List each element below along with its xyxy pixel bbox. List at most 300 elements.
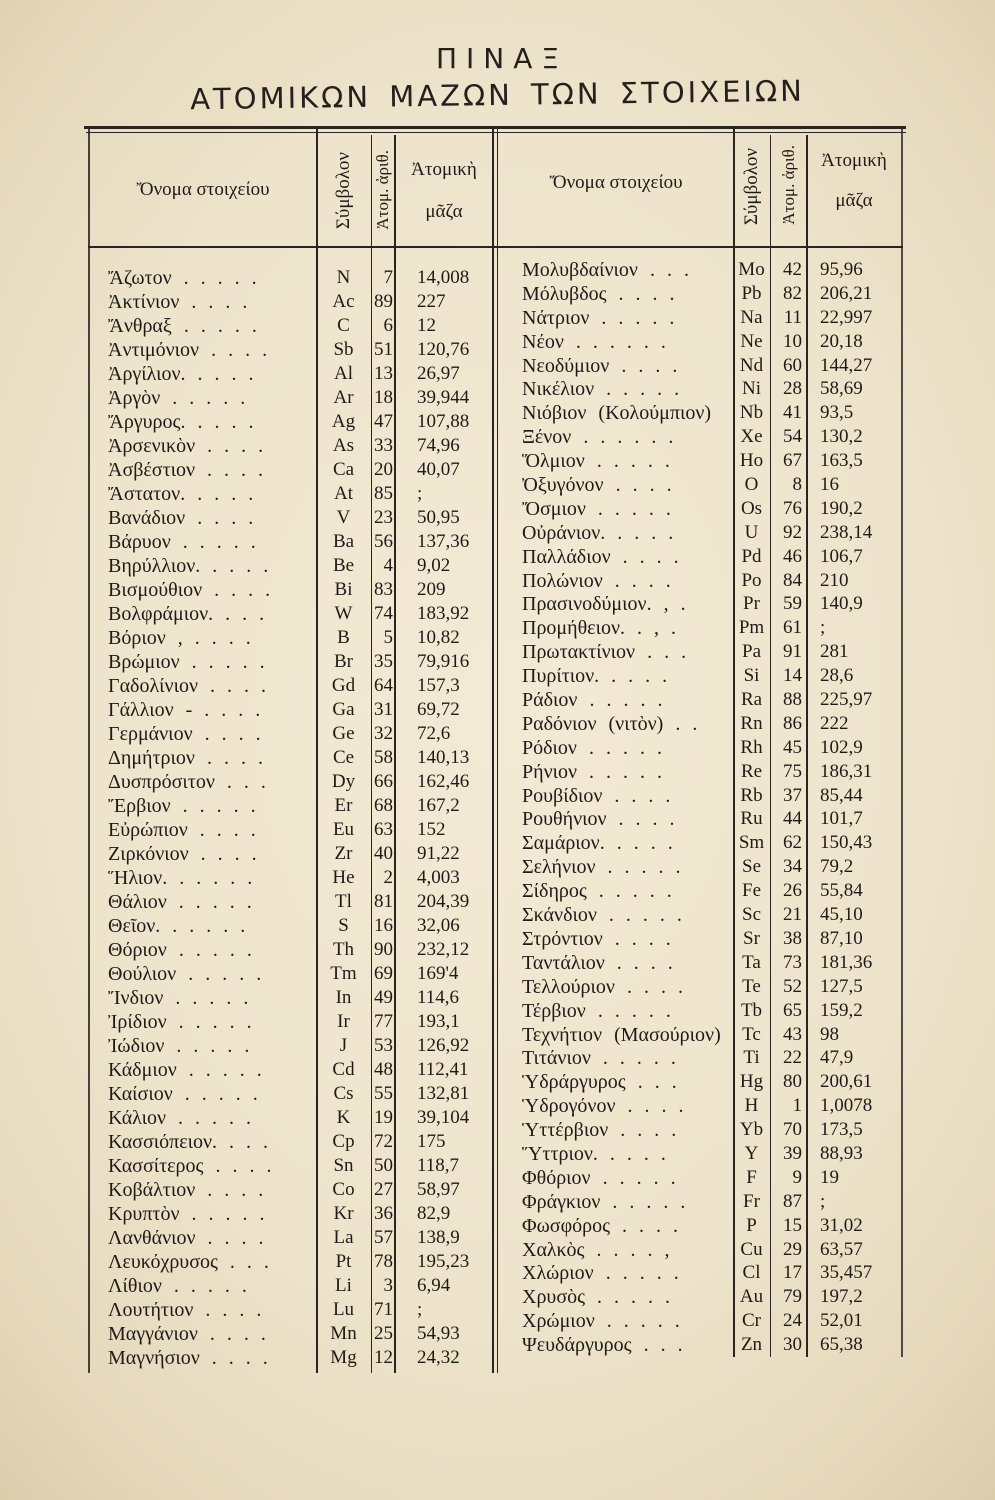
element-symbol: Ru: [740, 808, 763, 830]
element-row: [88, 746, 498, 770]
element-symbol: K: [336, 1107, 351, 1128]
element-atomic-number: 87: [783, 1190, 802, 1212]
element-row: [88, 362, 498, 386]
element-atomic-number: 37: [783, 784, 802, 806]
element-row: [498, 688, 903, 712]
element-name: Πολώνιον . . . .: [522, 569, 671, 592]
element-symbol: Ta: [742, 951, 761, 973]
element-atomic-mass: 102,9: [820, 736, 863, 758]
element-symbol: Cl: [742, 1262, 761, 1284]
element-atomic-mass: 10,82: [417, 627, 460, 648]
element-atomic-number: 81: [374, 891, 393, 912]
element-atomic-mass: ;: [417, 1299, 423, 1320]
element-row: [88, 1250, 498, 1274]
element-symbol: Zr: [334, 843, 353, 864]
element-name: Φράγκιον . . . . .: [522, 1190, 686, 1213]
element-row: [88, 1346, 498, 1370]
element-atomic-mass: 39,104: [417, 1107, 470, 1128]
element-name: Δυσπρόσιτον . . .: [108, 771, 266, 793]
element-name: Χρώμιον . . . . .: [522, 1310, 680, 1333]
element-atomic-mass: 69,72: [417, 699, 460, 720]
element-atomic-number: 57: [374, 1227, 393, 1248]
element-symbol: Ir: [337, 1011, 350, 1032]
element-name: Θεῖον. . . . . .: [108, 915, 246, 937]
element-row: [498, 784, 903, 808]
element-atomic-number: 63: [374, 819, 393, 840]
element-symbol: Zn: [740, 1334, 763, 1356]
element-atomic-number: 19: [374, 1107, 393, 1128]
element-row: [498, 879, 903, 903]
element-name: Σίδηρος . . . . .: [522, 880, 672, 903]
element-name: Ράδιον . . . . .: [522, 689, 663, 712]
element-name: Ἰρίδιον . . . . .: [108, 1011, 252, 1033]
element-name: Ἔρβιον . . . . .: [108, 795, 256, 817]
element-symbol: Na: [740, 306, 763, 328]
element-atomic-number: 77: [374, 1011, 393, 1032]
element-symbol: Cs: [333, 1083, 354, 1104]
element-row: [88, 386, 498, 410]
element-row: [498, 545, 903, 569]
element-name: Σκάνδιον . . . . .: [522, 904, 682, 927]
element-row: [88, 506, 498, 530]
element-row: [498, 1070, 903, 1094]
element-symbol: Sc: [742, 904, 761, 926]
element-row: [88, 650, 498, 674]
element-name: Ἄνθραξ . . . . .: [108, 315, 257, 337]
element-row: [88, 842, 498, 866]
element-symbol: Al: [334, 363, 353, 384]
table-header-rule: [88, 246, 903, 248]
element-atomic-number: 84: [783, 569, 802, 591]
element-name: Κάδμιον . . . . .: [108, 1059, 262, 1081]
element-atomic-mass: 58,97: [417, 1179, 460, 1200]
element-atomic-number: 42: [783, 259, 802, 280]
element-symbol: C: [337, 315, 350, 336]
element-atomic-number: 44: [783, 808, 802, 830]
element-atomic-mass: 206,21: [820, 282, 873, 304]
element-atomic-number: 50: [374, 1155, 393, 1176]
element-atomic-number: 15: [783, 1214, 802, 1236]
element-atomic-mass: 175: [417, 1131, 446, 1152]
element-atomic-mass: 79,2: [820, 856, 854, 878]
element-atomic-mass: 107,88: [417, 411, 470, 432]
element-row: [88, 698, 498, 722]
element-symbol: Cr: [742, 1310, 761, 1332]
element-name: Θόριον . . . . .: [108, 939, 252, 961]
element-symbol: Ho: [739, 450, 764, 472]
element-symbol: Mg: [330, 1347, 357, 1368]
element-name: Σελήνιον . . . . .: [522, 856, 681, 879]
element-atomic-number: 58: [374, 747, 393, 768]
element-name: Προμήθειον. . , .: [522, 617, 677, 640]
element-row: [88, 626, 498, 650]
element-atomic-mass: 204,39: [417, 891, 470, 912]
element-atomic-number: 74: [374, 603, 393, 624]
element-atomic-number: 86: [783, 712, 802, 734]
right-header-atomic-mass-line1: Ἀτομικὴ: [821, 150, 887, 171]
element-atomic-mass: 193,1: [417, 1011, 460, 1032]
element-symbol: Ag: [331, 411, 356, 432]
element-name: Βηρύλλιον. . . . .: [108, 555, 269, 577]
element-row: [88, 962, 498, 986]
element-symbol: Hg: [739, 1071, 764, 1093]
element-atomic-number: 32: [374, 723, 393, 744]
element-row: [498, 640, 903, 664]
right-header-symbol: [734, 134, 770, 240]
element-row: [88, 578, 498, 602]
element-symbol: Ni: [742, 378, 761, 400]
element-row: [88, 458, 498, 482]
element-name: Μαγγάνιον . . . .: [108, 1323, 266, 1345]
element-atomic-number: 85: [374, 483, 393, 504]
element-row: [88, 866, 498, 890]
element-atomic-number: 7: [383, 267, 393, 288]
element-atomic-mass: 163,5: [820, 450, 863, 472]
element-symbol: Cu: [740, 1238, 763, 1260]
element-symbol: Pt: [335, 1251, 352, 1272]
element-atomic-number: 59: [783, 593, 802, 615]
element-name: Λανθάνιον . . . .: [108, 1227, 264, 1249]
element-atomic-mass: 47,9: [820, 1047, 854, 1069]
element-atomic-mass: 210: [820, 569, 849, 591]
element-symbol: Pm: [738, 617, 765, 639]
element-row: [88, 938, 498, 962]
element-symbol: As: [332, 435, 355, 456]
element-name: Λίθιον . . . . .: [108, 1275, 247, 1297]
element-atomic-number: 47: [374, 411, 393, 432]
element-name: Ξένον . . . . . .: [522, 426, 674, 449]
element-atomic-mass: 195,23: [417, 1251, 470, 1272]
element-atomic-mass: 26,97: [417, 363, 460, 384]
element-name: Βάρυον . . . . .: [108, 531, 256, 553]
right-element-list: [498, 258, 903, 1357]
element-symbol: Sn: [333, 1155, 354, 1176]
element-atomic-number: 78: [374, 1251, 393, 1272]
element-name: Μόλυβδος . . . .: [522, 282, 675, 305]
element-atomic-number: 70: [783, 1119, 802, 1141]
element-name: Γαδολίνιον . . . .: [108, 675, 267, 697]
element-atomic-mass: 50,95: [417, 507, 460, 528]
element-row: [498, 1214, 903, 1238]
element-name: Νάτριον . . . . .: [522, 306, 675, 329]
element-atomic-mass: 35,457: [820, 1262, 873, 1284]
right-header-atomic-number: [771, 130, 806, 240]
element-atomic-number: 56: [374, 531, 393, 552]
element-atomic-number: 75: [783, 760, 802, 782]
element-name: Κοβάλτιον . . . .: [108, 1179, 264, 1201]
element-row: [498, 975, 903, 999]
element-symbol: H: [744, 1095, 759, 1117]
element-atomic-mass: 40,07: [417, 459, 460, 480]
element-atomic-number: 62: [783, 832, 802, 854]
element-symbol: He: [332, 867, 355, 888]
element-row: [498, 903, 903, 927]
element-atomic-mass: 114,6: [417, 987, 460, 1008]
element-name: Ἀργὸν . . . . .: [108, 387, 246, 409]
element-symbol: Pb: [741, 282, 762, 304]
element-name: Γερμάνιον . . . .: [108, 723, 261, 745]
element-atomic-mass: 183,92: [417, 603, 470, 624]
left-header-symbol: [318, 138, 370, 244]
element-symbol: Rh: [740, 736, 763, 758]
element-row: [498, 807, 903, 831]
element-row: [498, 473, 903, 497]
element-symbol: Si: [743, 665, 760, 687]
element-name: Βανάδιον . . . .: [108, 507, 254, 529]
element-row: [88, 1178, 498, 1202]
element-atomic-mass: 173,5: [820, 1119, 863, 1141]
element-symbol: Ra: [740, 689, 763, 711]
element-symbol: In: [335, 987, 352, 1008]
element-row: [88, 1322, 498, 1346]
element-row: [88, 314, 498, 338]
element-atomic-number: 51: [374, 339, 393, 360]
left-header-atomic-mass-line2: μᾶζα: [425, 201, 463, 222]
element-atomic-mass: 55,84: [820, 880, 863, 902]
element-symbol: Nd: [739, 354, 764, 376]
element-symbol: Nb: [739, 402, 764, 424]
element-atomic-mass: 74,96: [417, 435, 460, 456]
element-symbol: Ge: [332, 723, 355, 744]
element-atomic-mass: 127,5: [820, 975, 863, 997]
element-atomic-number: 69: [374, 963, 393, 984]
element-atomic-number: 68: [374, 795, 393, 816]
element-atomic-mass: 16: [820, 474, 839, 496]
element-name: Βολφράμιον. . . .: [108, 603, 265, 625]
element-atomic-number: 54: [783, 426, 802, 448]
element-name: Ραδόνιον (νιτὸν) . .: [522, 712, 698, 735]
element-row: [498, 425, 903, 449]
table-top-rule-thick: [84, 126, 906, 129]
element-atomic-mass: 152: [417, 819, 446, 840]
element-atomic-mass: 1,0078: [820, 1095, 873, 1117]
element-row: [498, 282, 903, 306]
element-atomic-number: 67: [783, 450, 802, 472]
element-atomic-number: 16: [374, 915, 393, 936]
element-name: Ἄστατον. . . . .: [108, 483, 254, 505]
element-atomic-mass: ;: [417, 483, 423, 504]
left-header-symbol-label: Σύμβολον: [333, 152, 354, 230]
element-name: Ζιρκόνιον . . . .: [108, 843, 257, 865]
element-atomic-mass: 87,10: [820, 927, 863, 949]
element-atomic-number: 8: [792, 474, 802, 496]
element-name: Στρόντιον . . . .: [522, 927, 671, 950]
element-symbol: Pd: [741, 545, 762, 567]
element-atomic-number: 92: [783, 521, 802, 543]
element-symbol: Yb: [739, 1119, 764, 1141]
element-atomic-number: 10: [783, 330, 802, 352]
element-atomic-number: 53: [374, 1035, 393, 1056]
element-symbol: Dy: [331, 771, 356, 792]
element-atomic-mass: 45,10: [820, 904, 863, 926]
element-atomic-mass: 20,18: [820, 330, 863, 352]
element-row: [88, 1058, 498, 1082]
element-atomic-number: 41: [783, 402, 802, 424]
element-row: [498, 354, 903, 378]
element-row: [498, 569, 903, 593]
element-symbol: At: [334, 483, 353, 504]
element-symbol: Te: [742, 975, 761, 997]
element-symbol: Rb: [740, 784, 763, 806]
left-header-element-name: Ὄνομα στοιχείου: [136, 179, 270, 200]
element-name: Νεοδύμιον . . . .: [522, 354, 678, 377]
element-atomic-number: 33: [374, 435, 393, 456]
element-name: Κάλιον . . . . .: [108, 1107, 252, 1129]
element-atomic-mass: 190,2: [820, 497, 863, 519]
element-row: [498, 1190, 903, 1214]
element-atomic-mass: 95,96: [820, 259, 863, 280]
element-atomic-mass: 19: [820, 1166, 839, 1188]
element-atomic-mass: 209: [417, 579, 446, 600]
element-row: [498, 1309, 903, 1333]
element-atomic-mass: 14,008: [417, 267, 470, 288]
element-symbol: Fr: [743, 1190, 760, 1212]
element-atomic-mass: 91,22: [417, 843, 460, 864]
element-name: Τιτάνιον . . . . .: [522, 1047, 676, 1070]
element-name: Πυρίτιον. . . . .: [522, 665, 668, 688]
element-name: Θούλιον . . . . .: [108, 963, 262, 985]
element-symbol: Fe: [742, 880, 761, 902]
element-symbol: Co: [332, 1179, 355, 1200]
element-atomic-mass: 144,27: [820, 354, 873, 376]
element-name: Κρυπτὸν . . . . .: [108, 1203, 265, 1225]
element-row: [88, 1298, 498, 1322]
element-symbol: Gd: [331, 675, 356, 696]
element-name: Δημήτριον . . . .: [108, 747, 263, 769]
element-name: Ὑδράργυρος . . .: [522, 1071, 677, 1094]
element-symbol: Ce: [332, 747, 355, 768]
element-atomic-number: 9: [792, 1166, 802, 1188]
element-name: Νέον . . . . . .: [522, 330, 666, 353]
element-symbol: Ca: [332, 459, 355, 480]
element-symbol: Br: [334, 651, 353, 672]
element-symbol: Tl: [335, 891, 352, 912]
element-symbol: Sr: [743, 927, 760, 949]
element-symbol: Xe: [740, 426, 763, 448]
element-symbol: Sm: [738, 832, 765, 854]
element-atomic-mass: 281: [820, 641, 849, 663]
element-name: Σαμάριον. . . . .: [522, 832, 673, 855]
element-row: [498, 306, 903, 330]
element-row: [88, 890, 498, 914]
element-atomic-number: 18: [374, 387, 393, 408]
element-atomic-mass: 197,2: [820, 1286, 863, 1308]
element-atomic-mass: 200,61: [820, 1071, 873, 1093]
element-name: Τέρβιον . . . . .: [522, 999, 671, 1022]
element-atomic-mass: 130,2: [820, 426, 863, 448]
element-name: Ἀρσενικὸν . . . .: [108, 435, 264, 457]
element-symbol: Tm: [330, 963, 357, 984]
element-row: [498, 330, 903, 354]
element-atomic-number: 1: [792, 1095, 802, 1117]
element-name: Ψευδάργυρος . . .: [522, 1334, 683, 1357]
element-atomic-mass: 169'4: [417, 963, 459, 984]
element-atomic-number: 26: [783, 880, 802, 902]
element-symbol: Re: [740, 760, 763, 782]
element-symbol: F: [746, 1166, 757, 1188]
element-atomic-mass: 106,7: [820, 545, 863, 567]
element-atomic-number: 31: [374, 699, 393, 720]
element-atomic-number: 17: [783, 1262, 802, 1284]
element-row: [88, 770, 498, 794]
element-atomic-mass: 140,13: [417, 747, 470, 768]
element-atomic-mass: 54,93: [417, 1323, 460, 1344]
element-name: Ἰώδιον . . . . .: [108, 1035, 250, 1057]
element-row: [88, 266, 498, 290]
element-row: [88, 1274, 498, 1298]
element-row: [498, 999, 903, 1023]
element-row: [498, 927, 903, 951]
element-symbol: Pa: [742, 641, 761, 663]
element-atomic-mass: 93,5: [820, 402, 854, 424]
element-row: [88, 674, 498, 698]
element-symbol: Mn: [330, 1323, 357, 1344]
element-symbol: Pr: [743, 593, 760, 615]
element-atomic-number: 52: [783, 975, 802, 997]
element-atomic-number: 24: [783, 1310, 802, 1332]
element-row: [498, 760, 903, 784]
element-name: Ἄζωτον . . . . .: [108, 267, 257, 289]
element-name: Μολυβδαίνιον . . .: [522, 259, 689, 281]
element-row: [498, 1118, 903, 1142]
element-atomic-mass: ;: [820, 1190, 826, 1212]
element-name: Λουτήτιον . . . .: [108, 1299, 262, 1321]
element-atomic-number: 25: [374, 1323, 393, 1344]
element-atomic-mass: 31,02: [820, 1214, 863, 1236]
element-name: Γάλλιον - . . . .: [108, 699, 261, 721]
element-atomic-mass: 222: [820, 712, 849, 734]
element-name: Ὄσμιον . . . . .: [522, 497, 671, 520]
element-name: Χρυσὸς . . . . .: [522, 1286, 671, 1309]
element-row: [498, 592, 903, 616]
element-atomic-mass: 120,76: [417, 339, 470, 360]
element-atomic-mass: 238,14: [820, 521, 873, 543]
element-row: [88, 410, 498, 434]
element-name: Ταντάλιον . . . .: [522, 951, 673, 974]
element-name: Ὑδρογόνον . . . .: [522, 1095, 684, 1118]
element-symbol: Mo: [738, 259, 765, 280]
element-atomic-mass: 167,2: [417, 795, 460, 816]
left-header-atomic-number-label: Ἀτομ. ἀριθ.: [373, 150, 392, 230]
element-atomic-number: 23: [374, 507, 393, 528]
element-atomic-mass: 24,32: [417, 1347, 460, 1368]
element-row: [498, 951, 903, 975]
element-atomic-mass: 32,06: [417, 915, 460, 936]
element-row: [88, 1226, 498, 1250]
element-name: Φθόριον . . . . .: [522, 1166, 676, 1189]
element-atomic-number: 29: [783, 1238, 802, 1260]
element-name: Ἀσβέστιον . . . .: [108, 459, 264, 481]
element-row: [88, 338, 498, 362]
element-atomic-number: 38: [783, 927, 802, 949]
element-name: Κασσίτερος . . . .: [108, 1155, 272, 1177]
element-atomic-mass: 227: [417, 291, 446, 312]
element-symbol: Er: [334, 795, 353, 816]
element-atomic-number: 40: [374, 843, 393, 864]
element-symbol: Ne: [740, 330, 763, 352]
element-name: Βόριον , . . . .: [108, 627, 251, 649]
element-symbol: Ar: [333, 387, 354, 408]
element-atomic-mass: 28,6: [820, 665, 854, 687]
element-name: Ἴνδιον . . . . .: [108, 987, 249, 1009]
element-row: [88, 434, 498, 458]
element-atomic-number: 73: [783, 951, 802, 973]
element-name: Ὑττέρβιον . . . .: [522, 1119, 677, 1142]
element-symbol: Tb: [740, 999, 763, 1021]
element-name: Βρώμιον . . . . .: [108, 651, 265, 673]
element-atomic-number: 71: [374, 1299, 393, 1320]
element-row: [498, 855, 903, 879]
